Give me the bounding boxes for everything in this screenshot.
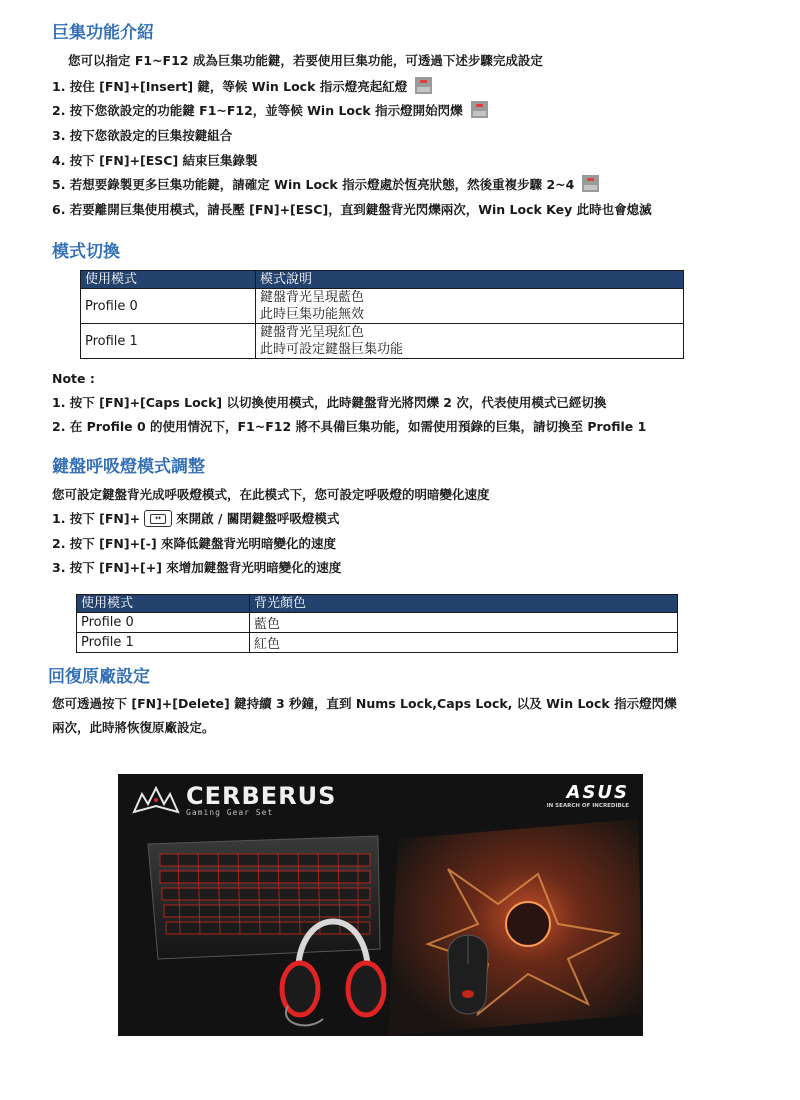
breathing-step-1-post: 來開啟 / 關閉鍵盤呼吸燈模式 [176,511,340,526]
breathing-step-3: 3. 按下 [FN]+[+] 來增加鍵盤背光明暗變化的速度 [52,560,342,575]
color-cell: 藍色 [250,613,678,633]
win-lock-icon [582,175,599,192]
keyboard [148,836,380,959]
color-cell: 紅色 [250,633,678,653]
color-table [76,594,678,653]
key-glyph: ↔ [150,514,166,524]
desc-cell [256,289,684,324]
color-table-header-mode: 使用模式 [77,595,250,613]
asus-tagline: IN SEARCH OF INCREDIBLE [546,803,629,809]
reset-line-2: 兩次，此時將恢復原廠設定。 [52,720,215,735]
win-lock-icon [471,101,488,118]
color-table-header-color: 背光顏色 [250,595,678,613]
cerberus-subtitle: Gaming Gear Set [186,808,274,817]
macro-heading: 巨集功能介紹 [52,23,154,43]
table-row [81,324,684,359]
macro-step-5 [52,175,599,195]
macro-step-3: 3. 按下您欲設定的巨集按鍵組合 [52,128,233,143]
mode-table [80,270,684,359]
asus-logo: ASUS [566,782,629,803]
reset-line-1: 您可透過按下 [FN]+[Delete] 鍵持續 3 秒鐘，直到 Nums Lock,Caps Lock, 以及 Win Lock 指示燈閃爍 [52,696,677,711]
mode-cell: Profile 1 [77,633,250,653]
win-lock-icon [415,77,432,94]
cerberus-logo [132,784,336,818]
macro-intro: 您可以指定 F1~F12 成為巨集功能鍵，若要使用巨集功能，可透過下述步驟完成設定 [68,53,543,68]
product-banner [118,774,643,1036]
mode-table-header-mode: 使用模式 [81,271,256,289]
mode-cell: Profile 0 [81,289,256,324]
macro-step-2 [52,101,488,121]
mode-heading: 模式切換 [52,242,120,262]
mode-cell: Profile 0 [77,613,250,633]
breathing-step-2: 2. 按下 [FN]+[-] 來降低鍵盤背光明暗變化的速度 [52,536,337,551]
desc-line: 此時巨集功能無效 [260,307,365,322]
note-2: 2. 在 Profile 0 的使用情況下，F1~F12 將不具備巨集功能，如需使用預錄的巨集，請切換至 Profile 1 [52,419,647,434]
mode-cell: Profile 1 [81,324,256,359]
macro-step-1-text: 1. 按住 [FN]+[Insert] 鍵，等候 Win Lock 指示燈亮起紅燈 [52,79,408,94]
reset-heading: 回復原廠設定 [48,667,150,687]
desc-line: 此時可設定鍵盤巨集功能 [260,342,404,357]
table-row [77,613,678,633]
breathing-step-1-pre: 1. 按下 [FN]+ [52,511,141,526]
macro-step-6: 6. 若要離開巨集使用模式，請長壓 [FN]+[ESC]，直到鍵盤背光閃爍兩次，Win Lock Key 此時也會熄滅 [52,202,652,217]
breathing-step-1 [52,509,339,529]
macro-step-5-text: 5. 若想要錄製更多巨集功能鍵，請確定 Win Lock 指示燈處於恆亮狀態，然後重複步驟 2~4 [52,177,575,192]
table-row [77,633,678,653]
table-row [81,289,684,324]
cerberus-brand: CERBERUS [186,782,337,810]
mousepad [388,819,643,1036]
breathing-heading: 鍵盤呼吸燈模式調整 [52,457,205,477]
note-label: Note : [52,371,95,386]
desc-cell [256,324,684,359]
breathing-intro: 您可設定鍵盤背光成呼吸燈模式，在此模式下，您可設定呼吸燈的明暗變化速度 [52,487,490,502]
mode-table-header-desc: 模式說明 [256,271,684,289]
note-1: 1. 按下 [FN]+[Caps Lock] 以切換使用模式，此時鍵盤背光將閃爍 2 次，代表使用模式已經切換 [52,395,607,410]
key-icon [144,510,172,527]
desc-line: 鍵盤背光呈現藍色 [260,290,365,305]
cerberus-emblem-icon [132,786,180,816]
asus-logo-block [547,784,629,810]
macro-step-2-text: 2. 按下您欲設定的功能鍵 F1~F12，並等候 Win Lock 指示燈開始閃爍 [52,103,463,118]
mouse [448,934,488,1014]
macro-step-1 [52,77,432,97]
macro-step-4: 4. 按下 [FN]+[ESC] 結束巨集錄製 [52,153,258,168]
desc-line: 鍵盤背光呈現紅色 [260,325,365,340]
